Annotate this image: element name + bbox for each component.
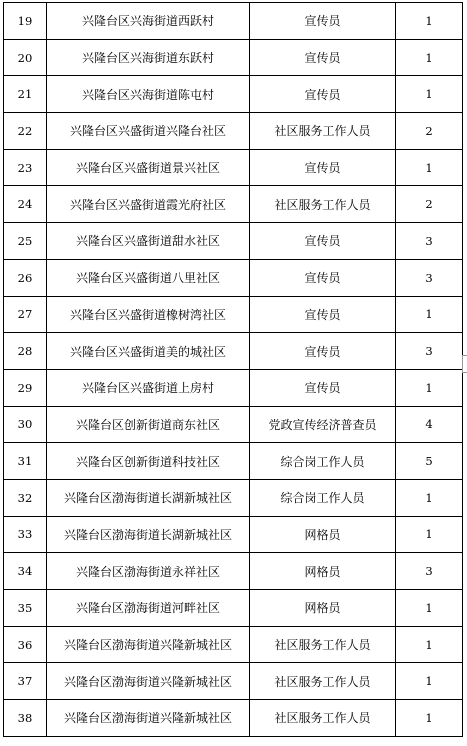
positions-table — [3, 2, 463, 737]
unit-name-cell: 兴隆台区渤海街道长湖新城社区 — [47, 516, 250, 553]
headcount-cell: 1 — [396, 479, 463, 516]
unit-name-cell: 兴隆台区兴盛街道八里社区 — [47, 259, 250, 296]
row-number-cell: 25 — [4, 223, 47, 260]
row-number-cell: 27 — [4, 296, 47, 333]
headcount-cell: 2 — [396, 113, 463, 150]
table-row — [4, 3, 463, 40]
post-title-cell: 网格员 — [250, 590, 396, 627]
headcount-cell: 5 — [396, 443, 463, 480]
unit-name-cell: 兴隆台区兴盛街道橡树湾社区 — [47, 296, 250, 333]
row-number-cell: 37 — [4, 663, 47, 700]
headcount-cell: 1 — [396, 663, 463, 700]
post-title-cell: 宣传员 — [250, 296, 396, 333]
table-row — [4, 296, 463, 333]
post-title-cell: 综合岗工作人员 — [250, 479, 396, 516]
headcount-cell: 1 — [396, 296, 463, 333]
table-row — [4, 700, 463, 737]
post-title-cell: 网格员 — [250, 516, 396, 553]
unit-name-cell: 兴隆台区渤海街道兴隆新城社区 — [47, 663, 250, 700]
unit-name-cell: 兴隆台区兴盛街道美的城社区 — [47, 333, 250, 370]
post-title-cell: 宣传员 — [250, 223, 396, 260]
unit-name-cell: 兴隆台区渤海街道河畔社区 — [47, 590, 250, 627]
unit-name-cell: 兴隆台区兴海街道西跃村 — [47, 3, 250, 40]
headcount-cell: 1 — [396, 700, 463, 737]
post-title-cell: 社区服务工作人员 — [250, 113, 396, 150]
post-title-cell: 社区服务工作人员 — [250, 186, 396, 223]
headcount-cell: 1 — [396, 39, 463, 76]
post-title-cell: 党政宣传经济普查员 — [250, 406, 396, 443]
table-row — [4, 113, 463, 150]
table-row — [4, 590, 463, 627]
unit-name-cell: 兴隆台区兴盛街道兴隆台社区 — [47, 113, 250, 150]
headcount-cell: 3 — [396, 553, 463, 590]
post-title-cell: 社区服务工作人员 — [250, 626, 396, 663]
headcount-cell: 3 — [396, 259, 463, 296]
table-row — [4, 406, 463, 443]
unit-name-cell: 兴隆台区兴海街道东跃村 — [47, 39, 250, 76]
table-row — [4, 76, 463, 113]
headcount-cell: 1 — [396, 516, 463, 553]
row-number-cell: 19 — [4, 3, 47, 40]
headcount-cell: 1 — [396, 626, 463, 663]
unit-name-cell: 兴隆台区渤海街道兴隆新城社区 — [47, 700, 250, 737]
table-row — [4, 259, 463, 296]
row-number-cell: 30 — [4, 406, 47, 443]
table-row — [4, 39, 463, 76]
post-title-cell: 综合岗工作人员 — [250, 443, 396, 480]
unit-name-cell: 兴隆台区渤海街道永祥社区 — [47, 553, 250, 590]
unit-name-cell: 兴隆台区创新街道科技社区 — [47, 443, 250, 480]
table-row — [4, 186, 463, 223]
post-title-cell: 宣传员 — [250, 3, 396, 40]
row-number-cell: 31 — [4, 443, 47, 480]
row-number-cell: 23 — [4, 149, 47, 186]
unit-name-cell: 兴隆台区渤海街道长湖新城社区 — [47, 479, 250, 516]
headcount-cell: 3 — [396, 333, 463, 370]
post-title-cell: 社区服务工作人员 — [250, 700, 396, 737]
post-title-cell: 宣传员 — [250, 76, 396, 113]
unit-name-cell: 兴隆台区兴盛街道霞光府社区 — [47, 186, 250, 223]
post-title-cell: 宣传员 — [250, 259, 396, 296]
unit-name-cell: 兴隆台区渤海街道兴隆新城社区 — [47, 626, 250, 663]
row-number-cell: 33 — [4, 516, 47, 553]
post-title-cell: 宣传员 — [250, 149, 396, 186]
headcount-cell: 1 — [396, 3, 463, 40]
unit-name-cell: 兴隆台区兴海街道陈屯村 — [47, 76, 250, 113]
post-title-cell: 网格员 — [250, 553, 396, 590]
unit-name-cell: 兴隆台区兴盛街道上房村 — [47, 369, 250, 406]
post-title-cell: 社区服务工作人员 — [250, 663, 396, 700]
page-edge-marker — [462, 355, 467, 373]
headcount-cell: 1 — [396, 149, 463, 186]
table-row — [4, 516, 463, 553]
headcount-cell: 3 — [396, 223, 463, 260]
table-row — [4, 149, 463, 186]
unit-name-cell: 兴隆台区创新街道商东社区 — [47, 406, 250, 443]
table-row — [4, 626, 463, 663]
row-number-cell: 22 — [4, 113, 47, 150]
headcount-cell: 1 — [396, 590, 463, 627]
table-row — [4, 479, 463, 516]
unit-name-cell: 兴隆台区兴盛街道甜水社区 — [47, 223, 250, 260]
table-row — [4, 553, 463, 590]
headcount-cell: 2 — [396, 186, 463, 223]
row-number-cell: 29 — [4, 369, 47, 406]
table-row — [4, 369, 463, 406]
table-row — [4, 223, 463, 260]
row-number-cell: 38 — [4, 700, 47, 737]
row-number-cell: 28 — [4, 333, 47, 370]
table-row — [4, 333, 463, 370]
unit-name-cell: 兴隆台区兴盛街道景兴社区 — [47, 149, 250, 186]
positions-table-body — [4, 3, 463, 737]
post-title-cell: 宣传员 — [250, 369, 396, 406]
row-number-cell: 34 — [4, 553, 47, 590]
table-row — [4, 663, 463, 700]
row-number-cell: 36 — [4, 626, 47, 663]
row-number-cell: 21 — [4, 76, 47, 113]
headcount-cell: 1 — [396, 369, 463, 406]
headcount-cell: 1 — [396, 76, 463, 113]
table-row — [4, 443, 463, 480]
headcount-cell: 4 — [396, 406, 463, 443]
row-number-cell: 24 — [4, 186, 47, 223]
row-number-cell: 20 — [4, 39, 47, 76]
row-number-cell: 35 — [4, 590, 47, 627]
row-number-cell: 32 — [4, 479, 47, 516]
post-title-cell: 宣传员 — [250, 39, 396, 76]
row-number-cell: 26 — [4, 259, 47, 296]
post-title-cell: 宣传员 — [250, 333, 396, 370]
